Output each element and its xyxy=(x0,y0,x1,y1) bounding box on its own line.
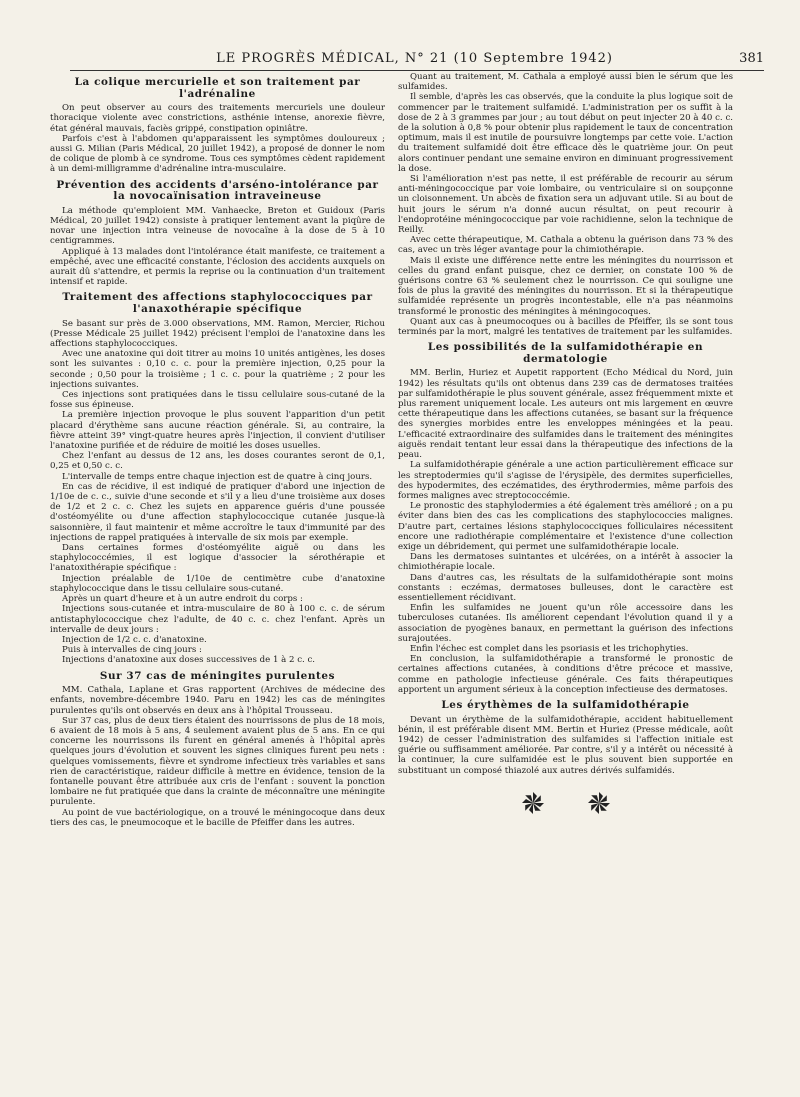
right-column xyxy=(398,72,733,1077)
article-paragraph: La méthode qu'emploient MM. Vanhaecke, Breton et Guidoux (Paris Médical, 20 juillet 1942) consiste à pratiquer lentement avant la piqûre de novar une injection intra veineuse de novocaïne à la dose de 5 à 10 centigrammes. xyxy=(50,205,385,247)
article-heading: Sur 37 cas de méningites purulentes xyxy=(99,669,336,682)
article-paragraph: La sulfamidothérapie générale a une action particulièrement efficace sur les streptodermies qu'il s'agisse de l'érysipèle, des dermites superficielles, des hypodermites, des eczématides, des érythrodermies, même parfois des formes malignes avec streptococcémie. xyxy=(398,460,733,501)
end-ornaments xyxy=(398,790,733,816)
article-paragraph: Enfin l'échec est complet dans les psoriasis et les trichophyties. xyxy=(410,643,689,654)
article-heading: Traitement des affections staphylococciques par l'anaxothérapie spécifique xyxy=(62,291,373,316)
article-paragraph: Enfin les sulfamides ne jouent qu'un rôle accessoire dans les tuberculoses cutanées. Ils améliorent cependant l'évolution quand il y a association de pyogènes banaux, en permettant la guérison des infections surajoutées. xyxy=(398,603,733,644)
article-paragraph: Dans d'autres cas, les résultats de la sulfamidothérapie sont moins constants : eczémas, dermatoses bulleuses, dont le caractère est essentiellement récidivant. xyxy=(398,572,733,603)
article-paragraph: Quant au traitement, M. Cathala a employé aussi bien le sérum que les sulfamides. xyxy=(398,72,733,93)
article-paragraph: En cas de récidive, il est indiqué de pratiquer d'abord une injection de 1/10e de c. c., suivie d'une seconde et s'il y a lieu d'une troisième aux doses de 1/2 et 2 c. c. Chez les sujets en apparence guéris d'une poussée d'ostéomyélite ou d'une affection staphylococcique cutanée jusque-là saisonnière, il faut maintenir et même accroître le taux d'immunité par des injections de rappel pratiquées à intervalle de six mois par exemple. xyxy=(50,481,385,543)
article-paragraph: Dans certaines formes d'ostéomyélite aiguë ou dans les staphylococcémies, il est logique d'associer la sérothérapie et l'anatoxithérapie spécifique : xyxy=(50,543,385,574)
article-paragraph: Il semble, d'après les cas observés, que la conduite la plus logique soit de commencer par le traitement sulfamidé. L'administration per os suffit à la dose de 2 à 3 grammes par jour ; au tout début on peut injecter 20 à 40 c. c. de la solution à 0,8 % pour obtenir plus rapidement le taux de concentration optimum, mais il est inutile de poursuivre longtemps par cette voie. L'action du traitement sulfamidé doit être efficace dès le quatrième jour. On peut alors continuer pendant une semaine environ en diminuant progressivement la dose. xyxy=(398,92,733,174)
article-heading: Les érythèmes de la sulfamidothérapie xyxy=(441,698,690,711)
left-column xyxy=(50,72,385,1077)
article-paragraph: Appliqué à 13 malades dont l'intolérance était manifeste, ce traitement a empêché, avec une efficacité constante, l'éclosion des accidents auxquels on aurait dû s'attendre, et permis la reprise ou la continuation d'un traitement intensif et rapide. xyxy=(50,246,385,288)
article-paragraph: Quant aux cas à pneumocoques ou à bacilles de Pfeiffer, ils se sont tous terminés par la mort, malgré les tentatives de traitement par les sulfamides. xyxy=(398,316,733,338)
article-paragraph: Après un quart d'heure et à un autre endroit du corps : xyxy=(62,594,303,605)
article-paragraph: L'intervalle de temps entre chaque injection est de quatre à cinq jours. xyxy=(62,471,373,482)
article-paragraph: Ces injections sont pratiquées dans le tissu cellulaire sous-cutané de la fosse sus épineuse. xyxy=(50,390,385,411)
article-paragraph: Au point de vue bactériologique, on a trouvé le méningocoque dans deux tiers des cas, le pneumocoque et le bacille de Pfeiffer dans les autres. xyxy=(50,807,385,828)
article-paragraph: MM. Berlin, Huriez et Aupetit rapportent (Echo Médical du Nord, juin 1942) les résultats qu'ils ont obtenus dans 239 cas de dermatoses traitées par sulfamidothérapie le plus souvent générale, assez fréquemment mixte et plus rarement uniquement locale. Les auteurs ont mis largement en œuvre cette thérapeutique dans les affections cutanées, se basant sur la fréquence des synergies morbides entre les enveloppes méningées et la peau. L'efficacité extraordinaire des sulfamides dans le traitement des méningites aiguës rendait tentant leur essai dans la thérapeutique des infections de la peau. xyxy=(398,368,733,461)
article-paragraph: Avec cette thérapeutique, M. Cathala a obtenu la guérison dans 73 % des cas, avec un très léger avantage pour la chimiothérapie. xyxy=(398,235,733,256)
article-heading: Prévention des accidents d'arséno-intolérance par la novocaïnisation intraveineuse xyxy=(56,178,379,203)
article-paragraph: Devant un érythème de la sulfamidothérapie, accident habituellement bénin, il est préférable disent MM. Bertin et Huriez (Presse médicale, août 1942) de cesser l'administration des sulfamides si l'affection initiale est guérie ou suffisamment améliorée. Par contre, s'il y a intérêt ou nécessité à la continuer, la cure sulfamidée est le plus souvent bien supportée en substituant un composé thiazolé aux autres dérivés sulfamidés. xyxy=(398,714,733,776)
article-paragraph: Parfois c'est à l'abdomen qu'apparaissent les symptômes douloureux ; aussi G. Milian (Paris Médical, 20 juillet 1942), a proposé de donner le nom de colique de plomb à ce syndrome. Tous ces symptômes cèdent rapidement à un demi-milligramme d'adrénaline intra-musculaire. xyxy=(50,133,385,175)
article-paragraph: Injections sous-cutanée et intra-musculaire de 80 à 100 c. c. de sérum antistaphylococcique chez l'adulte, de 40 c. c. chez l'enfant. Après un intervalle de deux jours : xyxy=(50,604,385,635)
page-number: 381 xyxy=(739,51,764,66)
article-paragraph: Mais il existe une différence nette entre les méningites du nourrisson et celles du grand enfant puisque, chez ce dernier, on constate 100 % de guérisons contre 63 % seulement chez le nourrisson. Ce qui souligne une fois de plus la gravité des méningites du nourrisson. Et si la thérapeutique sulfamidée représente un progrès incontestable, elle n'a pas néanmoins transformé le pronostic des méningites à méningocoques. xyxy=(398,255,733,317)
article-paragraph: La première injection provoque le plus souvent l'apparition d'un petit placard d'érythème sans aucune réaction générale. Si, au contraire, la fièvre atteint 39° vingt-quatre heures après l'injection, il convient d'utiliser l'anatoxine purifiée et de réduire de moitié les doses usuelles. xyxy=(50,410,385,452)
fleuron-ornament-icon xyxy=(520,790,546,816)
running-title: LE PROGRÈS MÉDICAL, N° 21 (10 Septembre 1942) xyxy=(216,51,614,66)
article-paragraph: Sur 37 cas, plus de deux tiers étaient des nourrissons de plus de 18 mois, 6 avaient de 18 mois à 5 ans, 4 seulement avaient plus de 5 ans. En ce qui concerne les nourrissons ils furent en général amenés à l'hôpital après quelques jours d'évolution et souvent les signes cliniques furent peu nets : quelques vomissements, fièvre et syndrome infectieux très variables et sans rien de caractéristique, raideur difficile à mettre en évidence, tension de la fontanelle pouvant être attribuée aux cris de l'enfant : souvent la ponction lombaire ne fut pratiquée que dans la crainte de méconnaître une méningite purulente. xyxy=(50,715,385,808)
fleuron-ornament-icon xyxy=(586,790,612,816)
page-header xyxy=(70,38,764,71)
article-paragraph: Chez l'enfant au dessus de 12 ans, les doses courantes seront de 0,1, 0,25 et 0,50 c. c. xyxy=(50,451,385,472)
article-paragraph: Si l'amélioration n'est pas nette, il est préférable de recourir au sérum anti-méningococcique par voie lombaire, ou ventriculaire si on soupçonne un cloisonnement. Un abcès de fixation sera un adjuvant utile. Si au bout de huit jours le sérum n'a donné aucun résultat, on peut recourir à l'endoprotéine méningococcique par voie rachidienne, selon la technique de Reilly. xyxy=(398,174,733,236)
article-heading: La colique mercurielle et son traitement par l'adrénaline xyxy=(74,76,361,100)
article-paragraph: Injection préalable de 1/10e de centimètre cube d'anatoxine staphylococcique dans le tissu cellulaire sous-cutané. xyxy=(50,573,385,594)
article-paragraph: Se basant sur près de 3.000 observations, MM. Ramon, Mercier, Richou (Presse Médicale 25 juillet 1942) précisent l'emploi de l'anatoxine dans les affections staphylococciques. xyxy=(50,318,385,350)
article-heading: Les possibilités de la sulfamidothérapie en dermatologie xyxy=(427,341,704,365)
article-paragraph: En conclusion, la sulfamidothérapie a transformé le pronostic de certaines affections cutanées, à conditions d'être précoce et massive, comme en pathologie infectieuse générale. Ces faits thérapeutiques apportent un argument sérieux à la conception infectieuse des dermatoses. xyxy=(398,654,733,695)
article-paragraph: Avec une anatoxine qui doit titrer au moins 10 unités antigènes, les doses sont les suivantes : 0,10 c. c. pour la première injection, 0,25 pour la seconde ; 0,50 pour la troisième ; 1 c. c. pour la quatrième ; 2 pour les injections suivantes. xyxy=(50,349,385,390)
article-paragraph: Dans les dermatoses suintantes et ulcérées, on a intérêt à associer la chimiothérapie locale. xyxy=(398,552,733,573)
article-paragraph: On peut observer au cours des traitements mercuriels une douleur thoracique violente avec constrictions, asthénie intense, anorexie fièvre, état général mauvais, faciès grippé, constipation opiniâtre. xyxy=(50,103,385,134)
article-paragraph: Le pronostic des staphylodermies a été également très amélioré ; on a pu éviter dans bien des cas les complications des staphylococcies malignes. D'autre part, certaines lésions staphylococciques folliculaires nécessitent encore une radiothérapie complémentaire et l'existence d'une collection exige un débridement, qui permet une sulfamidothérapie locale. xyxy=(398,501,733,552)
article-paragraph: Injections d'anatoxine aux doses successives de 1 à 2 c. c. xyxy=(62,655,316,666)
article-paragraph: Puis à intervalles de cinq jours : xyxy=(62,645,202,656)
article-paragraph: MM. Cathala, Laplane et Gras rapportent (Archives de médecine des enfants, novembre-décembre 1940. Paru en 1942) les cas de méningites purulentes qu'ils ont observés en deux ans à l'hôpital Trousseau. xyxy=(50,685,385,716)
article-paragraph: Injection de 1/2 c. c. d'anatoxine. xyxy=(62,634,207,645)
